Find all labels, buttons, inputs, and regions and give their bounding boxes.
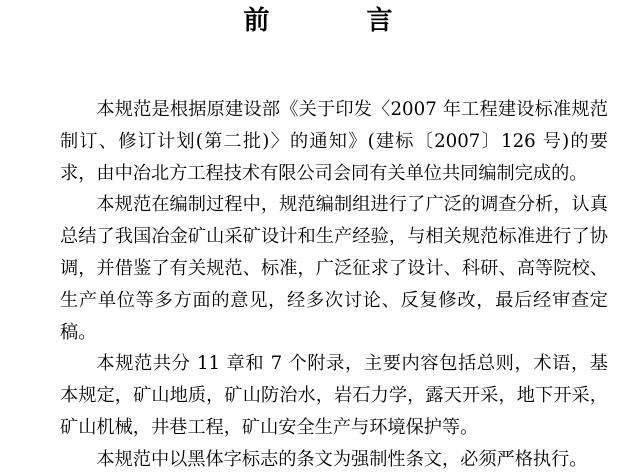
body-text (60, 94, 608, 476)
paragraph-3: 本规范共分 11 章和 7 个附录，主要内容包括总则，术语，基本规定，矿山地质，矿山防治水，岩石力学，露天开采，地下开采，矿山机械，井巷工程，矿山安全生产与环境保护等。 (60, 353, 608, 438)
page-title: 前 言 (243, 6, 437, 36)
paragraph-4: 本规范中以黑体字标志的条文为强制性条文，必须严格执行。 (96, 448, 588, 470)
paragraph-1: 本规范是根据原建设部《关于印发〈2007 年工程建设标准规范制订、修订计划(第二批)〉的通知》(建标〔2007〕126 号)的要求，由中冶北方工程技术有限公司会同有关单位共同编制完成的。 (60, 99, 608, 184)
paragraph-2: 本规范在编制过程中，规范编制组进行了广泛的调查分析，认真总结了我国冶金矿山采矿设计和生产经验，与相关规范标准进行了协调，并借鉴了有关规范、标准，广泛征求了设计、科研、高等院校、生产单位等多方面的意见，经多次讨论、反复修改，最后经审查定稿。 (60, 194, 608, 343)
